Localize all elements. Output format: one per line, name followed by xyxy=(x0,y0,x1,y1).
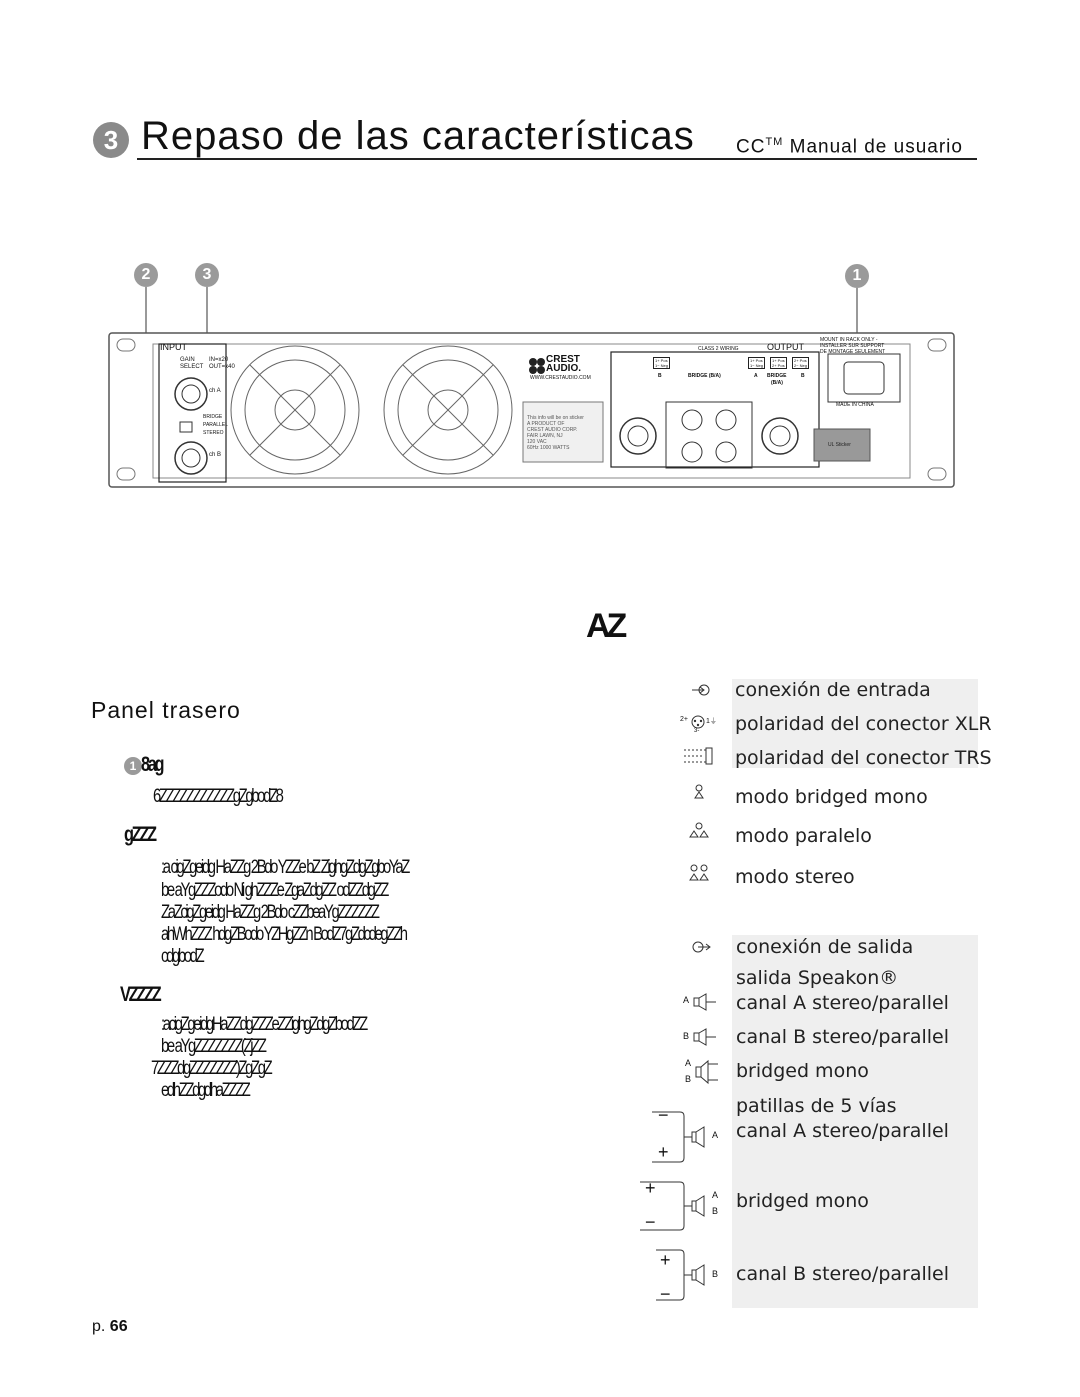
panel-output-label: OUTPUT xyxy=(767,342,804,352)
panel-b2-label: B xyxy=(801,373,805,379)
page-title: Repaso de las características xyxy=(141,114,695,158)
panel-ba-label: (B/A) xyxy=(771,380,783,386)
post-bridge-b-label: B xyxy=(712,1206,719,1216)
panel-rack-note: MOUNT IN RACK ONLY - INSTALLER SUR SUPPORT DE MONTAGE SEULEMENT xyxy=(820,337,886,355)
item2-line: :a cigZgeidg HaZZg 2Bdo YZZe bZ ZighgZdgZgboYaZ xyxy=(161,857,408,878)
page-prefix: p. xyxy=(92,1318,110,1335)
speakon-channel-b-icon xyxy=(692,1028,718,1046)
item1-text: 6ZZZZZZZZZZZgZgbodZ8 xyxy=(153,786,282,807)
speakon-b-label: B xyxy=(683,1031,690,1041)
item3-line: 7ZZZdgZZZZZZZ)ZgZgZ xyxy=(151,1058,271,1079)
section-symbol: AZ xyxy=(586,607,624,645)
panel-ch-b: ch B xyxy=(209,452,222,458)
sticker-line: CREST AUDIO CORP. xyxy=(527,427,578,433)
panel-mode-bridge: BRIDGE xyxy=(203,414,223,420)
item3-title: VZZZZ xyxy=(120,983,160,1006)
speakon-bridge-a-label: A xyxy=(685,1058,692,1068)
panel-sticker-text xyxy=(527,415,584,451)
trademark: TM xyxy=(765,136,784,148)
pos-label: 2+ Pos xyxy=(772,363,785,368)
legend-5way-binding: patillas de 5 vías xyxy=(736,1095,897,1117)
legend-speakon-output: salida Speakon® xyxy=(736,967,899,989)
post-b-label: B xyxy=(712,1269,719,1279)
panel-polarity-a xyxy=(748,357,765,369)
neg-label: 2− Neg xyxy=(794,363,808,368)
sticker-line: This info will be on sticker xyxy=(527,415,584,421)
post-minus-sign: − xyxy=(660,1284,671,1304)
item2-line: ZaZcigZgeidg HaZZg 2Bdo cZZbeaYgZZZZZZ xyxy=(161,902,378,923)
rear-panel-illustration xyxy=(108,332,955,488)
item2-title: gZZZ xyxy=(124,823,155,846)
panel-polarity-bridge-2 xyxy=(792,357,809,369)
callout-2: 2 xyxy=(134,263,158,287)
bridged-mono-mode-icon xyxy=(688,776,710,808)
section-number-badge: 3 xyxy=(93,122,129,158)
binding-post-diagrams xyxy=(640,1108,722,1308)
brand-line-2: AUDIO. xyxy=(546,363,581,374)
manual-suffix: Manual de usuario xyxy=(783,136,963,158)
brand-line-1: CREST xyxy=(546,354,580,365)
neg-label: 1− Neg xyxy=(750,363,764,368)
item3-line: edhZZdgdhaZZZZ xyxy=(161,1080,249,1101)
item3-line: be aYgZZZZZZZ(ZjZZ xyxy=(161,1036,265,1057)
panel-gain-select: GAIN SELECT xyxy=(180,357,204,370)
item3-line: :acigZgeidgHaZZdgZZZeZZighgZdgZbodZZ xyxy=(161,1014,366,1035)
legend-trs-polarity: polaridad del conector TRS xyxy=(735,747,992,769)
panel-bridge-ba: BRIDGE (B/A) xyxy=(688,373,721,379)
speakon-bridged-icon xyxy=(694,1058,720,1086)
panel-made-in: MADE IN CHINA xyxy=(836,402,874,408)
pos-label: 1+ Pos xyxy=(655,358,668,363)
panel-gain-values: IN=x20 OUT=x40 xyxy=(209,357,235,370)
legend-input-connection: conexión de entrada xyxy=(735,679,931,701)
xlr-gnd-label: 1⏚ xyxy=(706,718,717,725)
item2-line: be aYgZZZodo Ni ghZZZe ZgaZdgZZ odZZdgZZ xyxy=(161,880,387,901)
panel-bridge-label: BRIDGE xyxy=(767,373,787,379)
legend-speakon-channel-b: canal B stereo/parallel xyxy=(736,1026,949,1048)
sticker-line: 120 VAC xyxy=(527,439,547,445)
speakon-channel-a-icon xyxy=(692,993,718,1011)
post-minus-sign: − xyxy=(658,1105,669,1125)
page-number xyxy=(92,1318,128,1336)
panel-polarity-b xyxy=(653,357,670,369)
panel-input-label: INPUT xyxy=(160,342,187,352)
panel-brand-logo xyxy=(546,355,581,373)
panel-b-label: B xyxy=(658,373,662,379)
legend-parallel-mode: modo paralelo xyxy=(735,825,872,847)
legend-stereo-mode: modo stereo xyxy=(735,866,855,888)
neg-label: 1− Neg xyxy=(655,363,669,368)
post-a-label: A xyxy=(712,1130,719,1140)
panel-class2: CLASS 2 WIRING xyxy=(698,346,739,352)
legend-xlr-polarity: polaridad del conector XLR xyxy=(735,713,992,735)
speakon-a-label: A xyxy=(683,995,690,1005)
sticker-line: A PRODUCT OF xyxy=(527,421,565,427)
xlr-pos-label: 2+ xyxy=(680,716,688,723)
legend-post-bridged: bridged mono xyxy=(736,1190,869,1212)
legend-speakon-bridged: bridged mono xyxy=(736,1060,869,1082)
legend-post-channel-b: canal B stereo/parallel xyxy=(736,1263,949,1285)
callout-3: 3 xyxy=(195,263,219,287)
input-connection-icon xyxy=(690,683,712,697)
legend-bridged-mono-mode: modo bridged mono xyxy=(735,786,928,808)
legend-output-connection: conexión de salida xyxy=(736,936,914,958)
trs-polarity-icon xyxy=(682,746,714,766)
page-number-value: 66 xyxy=(109,1318,128,1335)
parallel-mode-icon xyxy=(686,815,712,847)
item1-number: 1 xyxy=(124,757,142,775)
pos-label: 1+ Pos xyxy=(772,358,785,363)
panel-mode-stereo: STEREO xyxy=(203,430,224,436)
legend-speakon-channel-a: canal A stereo/parallel xyxy=(736,992,949,1014)
xlr-neg-label: 3- xyxy=(694,728,700,734)
item2-line: cdgbodZ xyxy=(161,946,203,967)
pos-label: 2+ Pos xyxy=(794,358,807,363)
callout-1: 1 xyxy=(845,264,869,288)
panel-website: WWW.CRESTAUDIO.COM xyxy=(530,375,591,381)
speakon-bridge-b-label: B xyxy=(685,1074,692,1084)
stereo-mode-icon xyxy=(686,856,712,890)
panel-polarity-bridge-1 xyxy=(770,357,787,369)
post-plus-sign: + xyxy=(660,1250,671,1270)
post-plus-sign: + xyxy=(645,1178,656,1198)
manual-prefix: CC xyxy=(736,136,766,158)
panel-mode-parallel: PARALLEL xyxy=(203,422,228,428)
legend-post-channel-a: canal A stereo/parallel xyxy=(736,1120,949,1142)
output-connection-icon xyxy=(690,940,712,954)
item1-title: 8ag xyxy=(141,753,163,776)
sticker-line: 60Hz 1000 WATTS xyxy=(527,445,570,451)
panel-ul-sticker: UL Sticker xyxy=(828,442,851,448)
post-plus-sign: + xyxy=(658,1142,669,1162)
panel-a-label: A xyxy=(754,373,758,379)
pos-label: 1+ Pos xyxy=(750,358,763,363)
sticker-line: FAIR LAWN, NJ xyxy=(527,433,563,439)
panel-ch-a: ch A xyxy=(209,388,221,394)
item2-line: ahWhZZZ hdgZBodo YZHgZZn BodZ7gZdcdegZZh xyxy=(161,924,406,945)
post-minus-sign: − xyxy=(645,1212,656,1232)
panel-heading: Panel trasero xyxy=(91,697,241,723)
post-bridge-a-label: A xyxy=(712,1190,719,1200)
